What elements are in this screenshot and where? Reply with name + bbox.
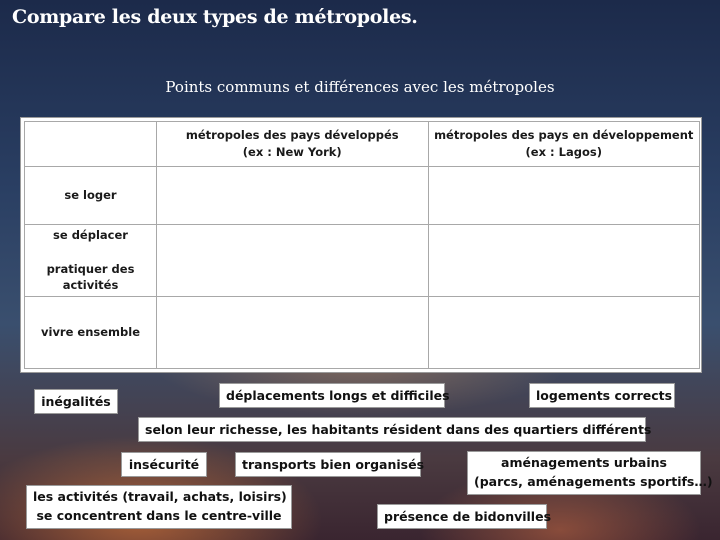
header-developed-example: (ex : New York) xyxy=(242,145,342,159)
row-label-se-loger: se loger xyxy=(25,167,157,225)
row-label-se-deplacer: se déplacer xyxy=(53,228,128,243)
cell-deplacer-developing[interactable] xyxy=(428,225,700,297)
cell-loger-developing[interactable] xyxy=(428,167,700,225)
tag-activites-centre-ville[interactable] xyxy=(26,485,292,529)
tag-deplacements-longs[interactable]: déplacements longs et difficiles xyxy=(219,383,445,408)
cell-loger-developed[interactable] xyxy=(157,167,429,225)
tag-activites-line1: les activités (travail, achats, loisirs) xyxy=(33,489,287,504)
row-label-vivre-ensemble: vivre ensemble xyxy=(25,297,157,369)
tag-transports-organises[interactable]: transports bien organisés xyxy=(235,452,421,477)
tag-inegalites[interactable]: inégalités xyxy=(34,389,118,414)
tag-quartiers-richesse[interactable]: selon leur richesse, les habitants résident dans des quartiers différents xyxy=(138,417,646,442)
table-corner-cell xyxy=(25,122,157,167)
comparison-table xyxy=(20,117,702,373)
cell-deplacer-developed[interactable] xyxy=(157,225,429,297)
header-developing-example: (ex : Lagos) xyxy=(525,145,602,159)
header-developing-countries xyxy=(428,122,700,167)
header-developed-countries xyxy=(157,122,429,167)
table-subtitle: Points communs et différences avec les métropoles xyxy=(165,78,555,96)
tag-bidonvilles[interactable]: présence de bidonvilles xyxy=(377,504,547,529)
tag-logements-corrects[interactable]: logements corrects xyxy=(529,383,675,408)
page-title: Compare les deux types de métropoles. xyxy=(12,6,418,28)
tag-insecurite[interactable]: insécurité xyxy=(121,452,207,477)
tag-amenagements-urbains[interactable] xyxy=(467,451,713,495)
header-developing-title: métropoles des pays en développement xyxy=(434,128,694,143)
cell-vivre-developing[interactable] xyxy=(428,297,700,369)
tag-amenagements-line2: (parcs, aménagements sportifs…) xyxy=(474,473,713,489)
row-label-activites-line2: activités xyxy=(62,278,119,293)
cell-vivre-developed[interactable] xyxy=(157,297,429,369)
row-label-se-deplacer-activites xyxy=(25,225,157,297)
tag-activites-line2: se concentrent dans le centre-ville xyxy=(36,507,282,523)
row-label-activites-line1: pratiquer des xyxy=(46,261,135,276)
tag-amenagements-line1: aménagements urbains xyxy=(501,455,667,470)
header-developed-title: métropoles des pays développés xyxy=(185,128,399,143)
